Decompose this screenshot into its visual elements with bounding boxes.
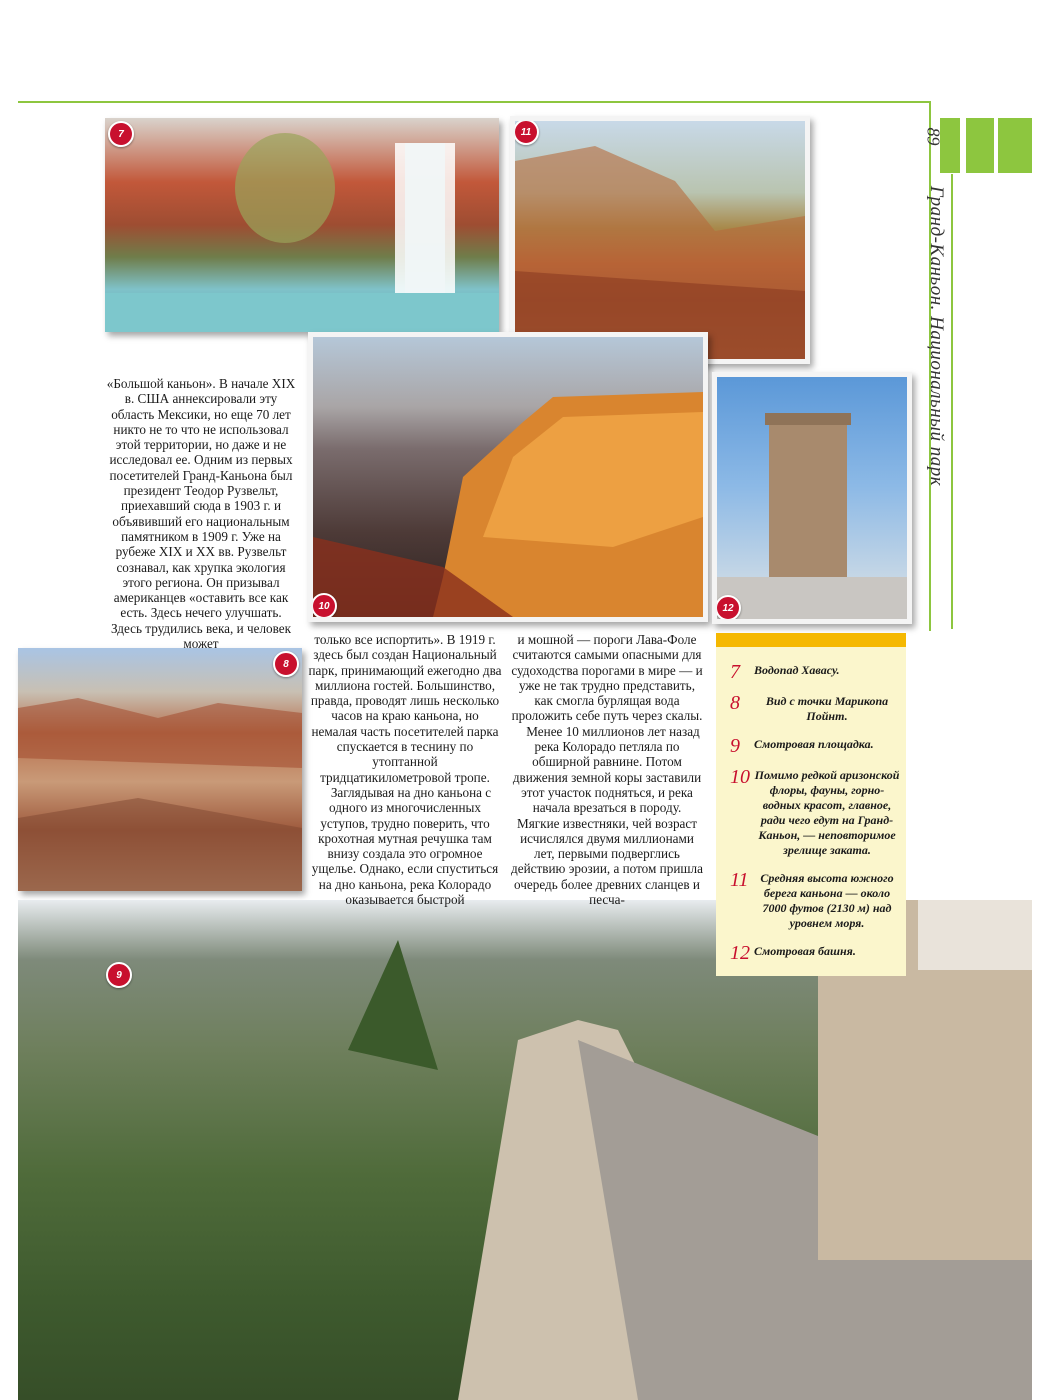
text-column-2: только все испортить». В 1919 г. здесь был создан Национальный парк, принимающий ежегодно два миллиона гостей. Большинство, правда, проводят лишь несколько часов на краю каньона, но немалая часть посетителей парка спускается в теснину по утоптанной тридцатикилометровой тропе. Заглядывая на дно каньона с одного из многочисленных уступов, трудно поверить, что крохотная мутная речушка там внизу создала это огромное ущелье. Однако, если спуститься на дно каньона, река Колорадо оказывается быстрой — [308, 632, 502, 908]
caption-item: 11 Средняя высота южного берега каньона — около 7000 футов (2130 м) над уровнем моря. — [730, 869, 894, 930]
photo-waterfall — [105, 118, 499, 332]
photo-number-badge: 9 — [106, 962, 132, 988]
caption-item: 7 Водопад Хавасу. — [730, 661, 840, 683]
title-green-rule — [951, 174, 953, 629]
page-number: 89 — [923, 127, 944, 146]
photo-canyon-walls — [510, 116, 810, 364]
caption-item: 8 Вид с точки Марикопа Пойнт. — [730, 692, 889, 723]
caption-item: 9 Смотровая площадка. — [730, 735, 874, 757]
photo-sunset-cliff — [308, 332, 708, 622]
photo-number-badge: 7 — [108, 121, 134, 147]
photo-number-badge: 8 — [273, 651, 299, 677]
text-column-3: и мошной — пороги Лава-Фоле считаются самыми опасными для судоходства порогами в мире — и уже не так трудно представить, как смогла бурлящая вода проложить себе путь через скалы. Менее 10 миллионов лет назад река Колорадо петляла по обширной равнине. Потом движения земной коры заставили этот участок подняться, и река начала врезаться в породу. Мягкие известняки, чей возраст исчислялся двумя миллионами лет, первыми подверглись действию эрозии, а потом пришла очередь более древних сланцев и песча- — [511, 632, 703, 908]
photo-watchtower — [712, 372, 912, 624]
caption-item: 12 Смотровая башня. — [730, 942, 856, 964]
text-column-1: «Большой каньон». В начале XIX в. США аннексировали эту область Мексики, но еще 70 лет никто не то что не использовал этой территории, но даже и не исследовал ее. Одним из первых посетителей Гранд-Каньона был президент Теодор Рузвельт, приехавший сюда в 1903 г. и объявивший его национальным памятником в 1909 г. Уже на рубеже XIX и XX вв. Рузвельт сознавал, как хрупка экология этого региона. Он призывал американцев «оставить все как есть. Здесь нечего улучшать. Здесь трудились века, и человек может — [106, 376, 296, 652]
photo-maricopa-point — [18, 648, 302, 891]
caption-item: 10 Помимо редкой аризонской флоры, фауны, горно-водных красот, главное, ради чего едут на Гранд-Каньон, — неповторимое зрелище заката. — [730, 766, 900, 857]
page-tab — [940, 118, 1032, 173]
photo-number-badge: 10 — [311, 593, 337, 619]
photo-number-badge: 11 — [513, 119, 539, 145]
photo-number-badge: 12 — [715, 595, 741, 621]
running-title: Гранд-Каньон. Национальный парк — [926, 185, 947, 487]
caption-box — [716, 633, 906, 976]
top-rule — [18, 101, 930, 103]
